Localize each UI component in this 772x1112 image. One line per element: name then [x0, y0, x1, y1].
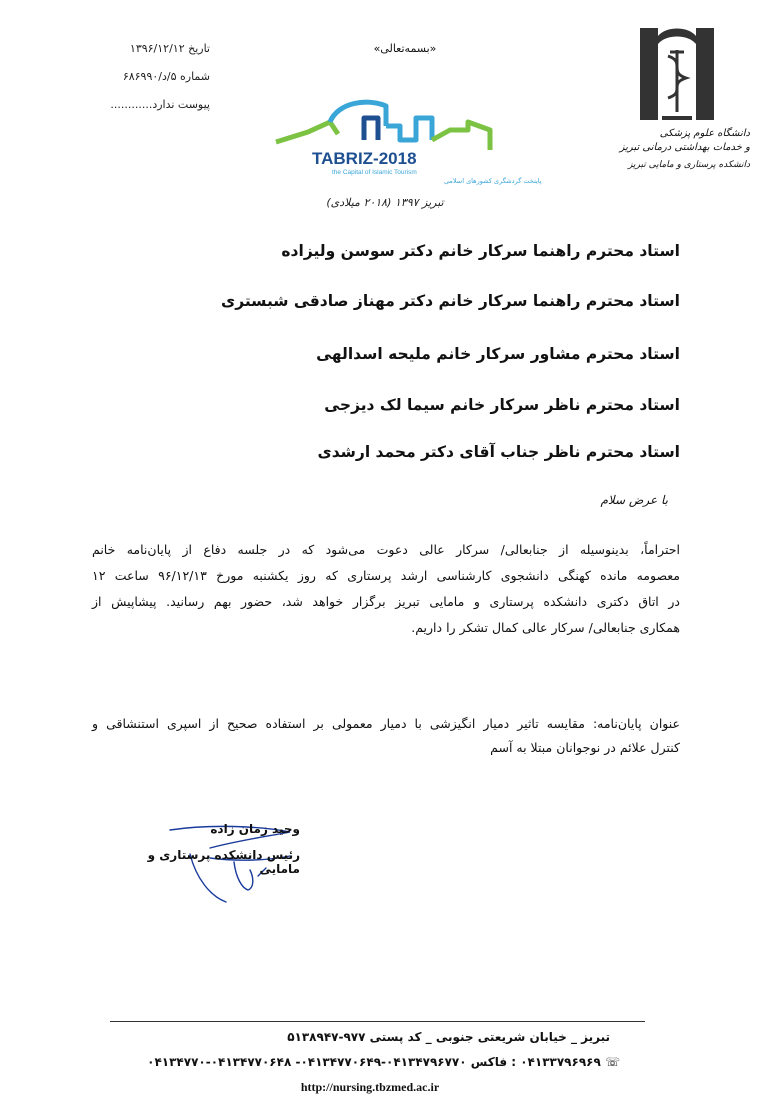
recipient-line: استاد محترم مشاور سرکار خانم ملیحه اسدالهی	[316, 345, 680, 363]
thesis-title	[92, 713, 680, 761]
body-line: در اتاق دکتری دانشکده پرستاری و مامایی تبریز برگزار خواهد شد، حضور بهم رسانید. پیشاپیش از	[92, 594, 680, 609]
footer-address: تبریز _ خیابان شریعتی جنوبی _ کد پستی ۹۷۷-۵۱۳۸۹۴۷	[287, 1030, 610, 1044]
logo-caption: تبریز ۱۳۹۷ (۲۰۱۸ میلادی)	[326, 196, 444, 209]
faculty-name: دانشکده پرستاری و مامایی تبریز	[628, 160, 750, 170]
basmala-heading: «بسمه‌تعالی»	[373, 42, 437, 55]
thesis-title-line: عنوان پایان‌نامه: مقایسه تاثیر دمیار انگیزشی با دمیار معمولی بر استفاده صحیح از اسپری استنشاقی و	[92, 716, 680, 731]
signer-role: رئیس دانشکده پرستاری و مامایی	[147, 848, 300, 876]
recipient-line: استاد محترم ناظر جناب آقای دکتر محمد ارشدی	[317, 443, 680, 461]
logo-title: TABRIZ-2018	[312, 149, 417, 168]
recipient-line: استاد محترم ناظر سرکار خانم سیما لک دیزجی	[324, 396, 680, 414]
greeting: با عرض سلام	[600, 493, 668, 507]
body-line: احتراماً، بدینوسیله از جنابعالی/ سرکار عالی دعوت می‌شود که در جلسه دفاع از پایان‌نامه خانم	[92, 542, 680, 557]
university-name-line-2: و خدمات بهداشتی درمانی تبریز	[619, 142, 750, 153]
thesis-title-line: کنترل علائم در نوجوانان مبتلا به آسم	[490, 740, 680, 755]
recipient-line: استاد محترم راهنما سرکار خانم دکتر سوسن ولیزاده	[281, 242, 680, 260]
logo-farsi-subtitle: پایتخت گردشگری کشورهای اسلامی	[444, 177, 542, 185]
letter-attachment: پیوست ندارد............	[110, 98, 210, 111]
letter-date: تاریخ ۱۳۹۶/۱۲/۱۲	[129, 42, 210, 55]
university-emblem-icon	[636, 22, 718, 122]
tabriz-2018-logo	[268, 92, 542, 202]
body-paragraph	[92, 537, 680, 641]
footer-divider	[110, 1021, 645, 1022]
logo-skyline-green	[276, 122, 338, 142]
university-name-line-1: دانشگاه علوم پزشکی	[659, 128, 750, 139]
signer-name: وحید زمان زاده	[210, 822, 300, 836]
logo-tower-navy	[364, 118, 378, 140]
logo-skyline-blue	[386, 118, 432, 140]
logo-subtitle: the Capital of Islamic Tourism	[332, 169, 417, 176]
body-line: همکاری جنابعالی/ سرکار عالی کمال تشکر را داریم.	[411, 620, 680, 635]
body-line: معصومه مانده کهنگی دانشجوی کارشناسی ارشد پرستاری که روز یکشنبه مورخ ۹۶/۱۲/۱۳ ساعت ۱۲	[92, 568, 681, 583]
footer-phones: ☏ ۰۴۱۳۳۷۹۶۹۶۹ : فاکس ۰۴۱۳۴۷۹۶۷۷۰-۰۴۱۳۴۷۷۰۶۴۹- ۰۴۱۳۴۷۷۰۶۴۸-۰۴۱۳۴۷۷۰	[147, 1055, 620, 1069]
recipient-line: استاد محترم راهنما سرکار خانم دکتر مهناز صادقی شبستری	[221, 292, 680, 310]
letter-number: شماره ۵/د/۶۸۶۹۹۰	[122, 70, 210, 83]
logo-skyline-green-right	[432, 122, 490, 150]
footer-website-link[interactable]: http://nursing.tbzmed.ac.ir	[300, 1080, 440, 1094]
